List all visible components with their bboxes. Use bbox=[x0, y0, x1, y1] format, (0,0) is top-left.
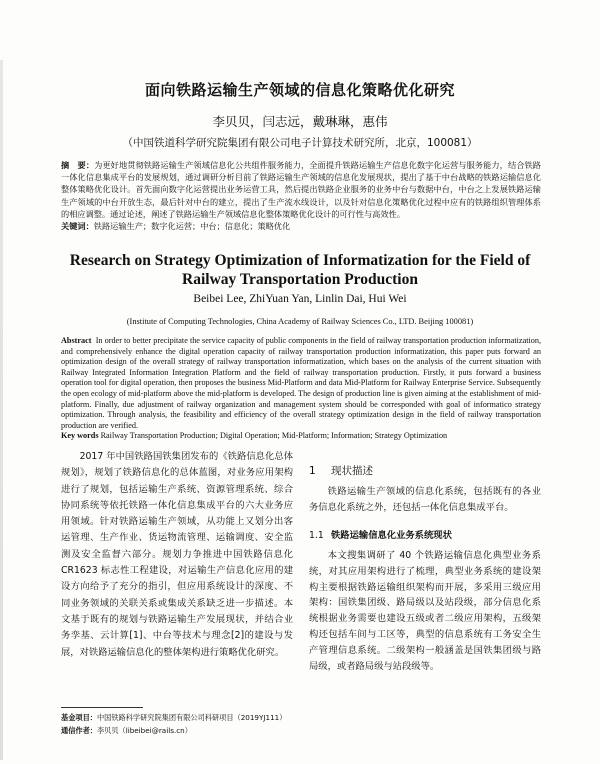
affiliation-english: (Institute of Computing Technologies, China Academy of Railway Sciences Co., LTD. Beijing 100081) bbox=[126, 317, 474, 326]
abstract-chinese bbox=[61, 159, 541, 232]
authors-english: Beibei Lee, ZhiYuan Yan, Linlin Dai, Hui Wei bbox=[193, 293, 407, 305]
footnote-funding bbox=[61, 713, 286, 723]
correspondence-label: 通信作者： bbox=[61, 726, 97, 735]
subsection-1-1-paragraph: 本文搜集调研了 40 个铁路运输信息化典型业务系统，对其应用架构进行了梳理，典型业务系统的建设架构主要根据铁路运输组织架构而开展，多采用三级应用架构：国铁集团级、路局级以及站段级，部分信息化系统根据业务需要也建设五级或者二级应用架构，五级架构还包括车间与工区等，典型的信息系统有工务安全生产管理信息系统。二级架构一般涵盖是国铁集团级与路局级，或者路局级与站段级等。 bbox=[309, 550, 541, 672]
correspondence-text: 李贝贝（libeibei@rails.cn） bbox=[96, 726, 192, 735]
funding-label: 基金项目： bbox=[61, 713, 97, 722]
subsection-1-1-title: 铁路运输信息化业务系统现状 bbox=[331, 530, 452, 541]
title-english: Research on Strategy Optimization of Informatization for the Field of Railway Transportation Production bbox=[69, 252, 531, 288]
abstract-english bbox=[61, 336, 541, 442]
footnote-correspondence bbox=[61, 726, 192, 736]
abstract-text-english: In order to better precipitate the service capacity of public components in the field of railway transportation production informatization, and comprehensively enhance the digital operation capacity of railway transportation production informatization, this paper puts forward an optimization design of the overall strategy of railway transportation informatization, which bases on the analysis of the current situation with Railway Integrated Information Integration Platform and the field of railway transportation production. Firstly, it puts forward a business operation tool for digital operation, then proposes the business Mid-Platform and data Mid-Platform for Railway Enterprise Service. Subsequently the open ecology of mid-platform above the mid-platform is developed. The design of production line is given aiming at the establishment of mid-platform. Finally, due adjustment of railway organization and management system should be corresponded with goal of informatico strategy optimization. Through analysis, the feasibility and efficiency of the overall strategy optimization design in the field of railway transportation production are verified. bbox=[61, 336, 541, 430]
keywords-english: Railway Transportation Production; Digital Operation; Mid-Platform; Information; Strategy Optimization bbox=[100, 431, 448, 441]
section-1-heading bbox=[309, 463, 373, 478]
keywords-chinese: 铁路运输生产；数字化运营；中台；信息化；策略优化 bbox=[93, 221, 291, 232]
section-1-title: 现状描述 bbox=[331, 465, 373, 477]
authors-chinese: 李贝贝，闫志远，戴琳琳，惠伟 bbox=[212, 114, 388, 129]
keywords-label-english: Key words bbox=[61, 431, 99, 441]
abstract-label-chinese: 摘 要： bbox=[61, 160, 95, 170]
affiliation-chinese: （中国铁道科学研究院集团有限公司电子计算技术研究所，北京，100081） bbox=[122, 137, 478, 149]
abstract-label-english: Abstract bbox=[61, 336, 92, 345]
section-1-paragraph: 铁路运输生产领域的信息化系统，包括既有的各业务信息化系统之外，还包括一体化信息集成平台。 bbox=[309, 486, 541, 513]
keywords-label-chinese: 关键词： bbox=[61, 221, 94, 232]
title-chinese: 面向铁路运输生产领域的信息化策略优化研究 bbox=[144, 81, 455, 99]
footnote-rule bbox=[61, 707, 143, 708]
subsection-1-1-heading bbox=[309, 527, 452, 541]
subsection-1-1-number: 1.1 bbox=[309, 530, 324, 541]
section-1-number: 1 bbox=[309, 465, 316, 477]
abstract-text-chinese: 为更好地贯彻铁路运输生产领域信息化公共组件服务能力，全面提升铁路运输生产信息化数字化运营与服务能力，结合铁路一体化信息集成平台的发展规划，通过调研分析目前了铁路运输生产领域的信息化发展现状，提出了基于中台战略的铁路运输信息化整体策略优化设计。首先面向数字化运营提出业务运营工具，然后提出铁路企业服务的业务中台与数据中台，中台之上发展铁路运输生产领域的中台开放生态，最后针对中台的建立，提出了生产流水线设计，以及针对信息化策略优化过程中应有的铁路组织管理体系的相应调整。通过论述，阐述了铁路运输生产领域信息化整体策略优化设计的可行性与高效性。 bbox=[61, 160, 541, 219]
funding-text: 中国铁路科学研究院集团有限公司科研项目（2019YJ111） bbox=[96, 713, 287, 722]
body-left-paragraph: 2017 年中国铁路国铁集团发布的《铁路信息化总体规划》，规划了铁路信息化的总体蓝图，对业务应用架构进行了规划，包括运输生产系统、资源管理系统、综合协同系统等依托铁路一体化信息集成平台的六大业务应用领域。针对铁路运输生产领域，从功能上又划分出客运管理、生产作业、货运物流管理、运输调度、安全监测及安全监督六部分。规划力争推进中国铁路信息化 CR1623 标志性工程建设，对运输生产信息化应用的建设方向给予了充分的指引，但应用系统设计的深度、不同业务领域的关联关系或集成关系缺乏进一步描述。本文基于既有的规划与铁路运输生产发展现状，并结合业务孪基、云计算[1]、中台等技术与理念[2]的建设与发展，对铁路运输信息化的整体架构进行策略优化研究。 bbox=[61, 451, 293, 658]
